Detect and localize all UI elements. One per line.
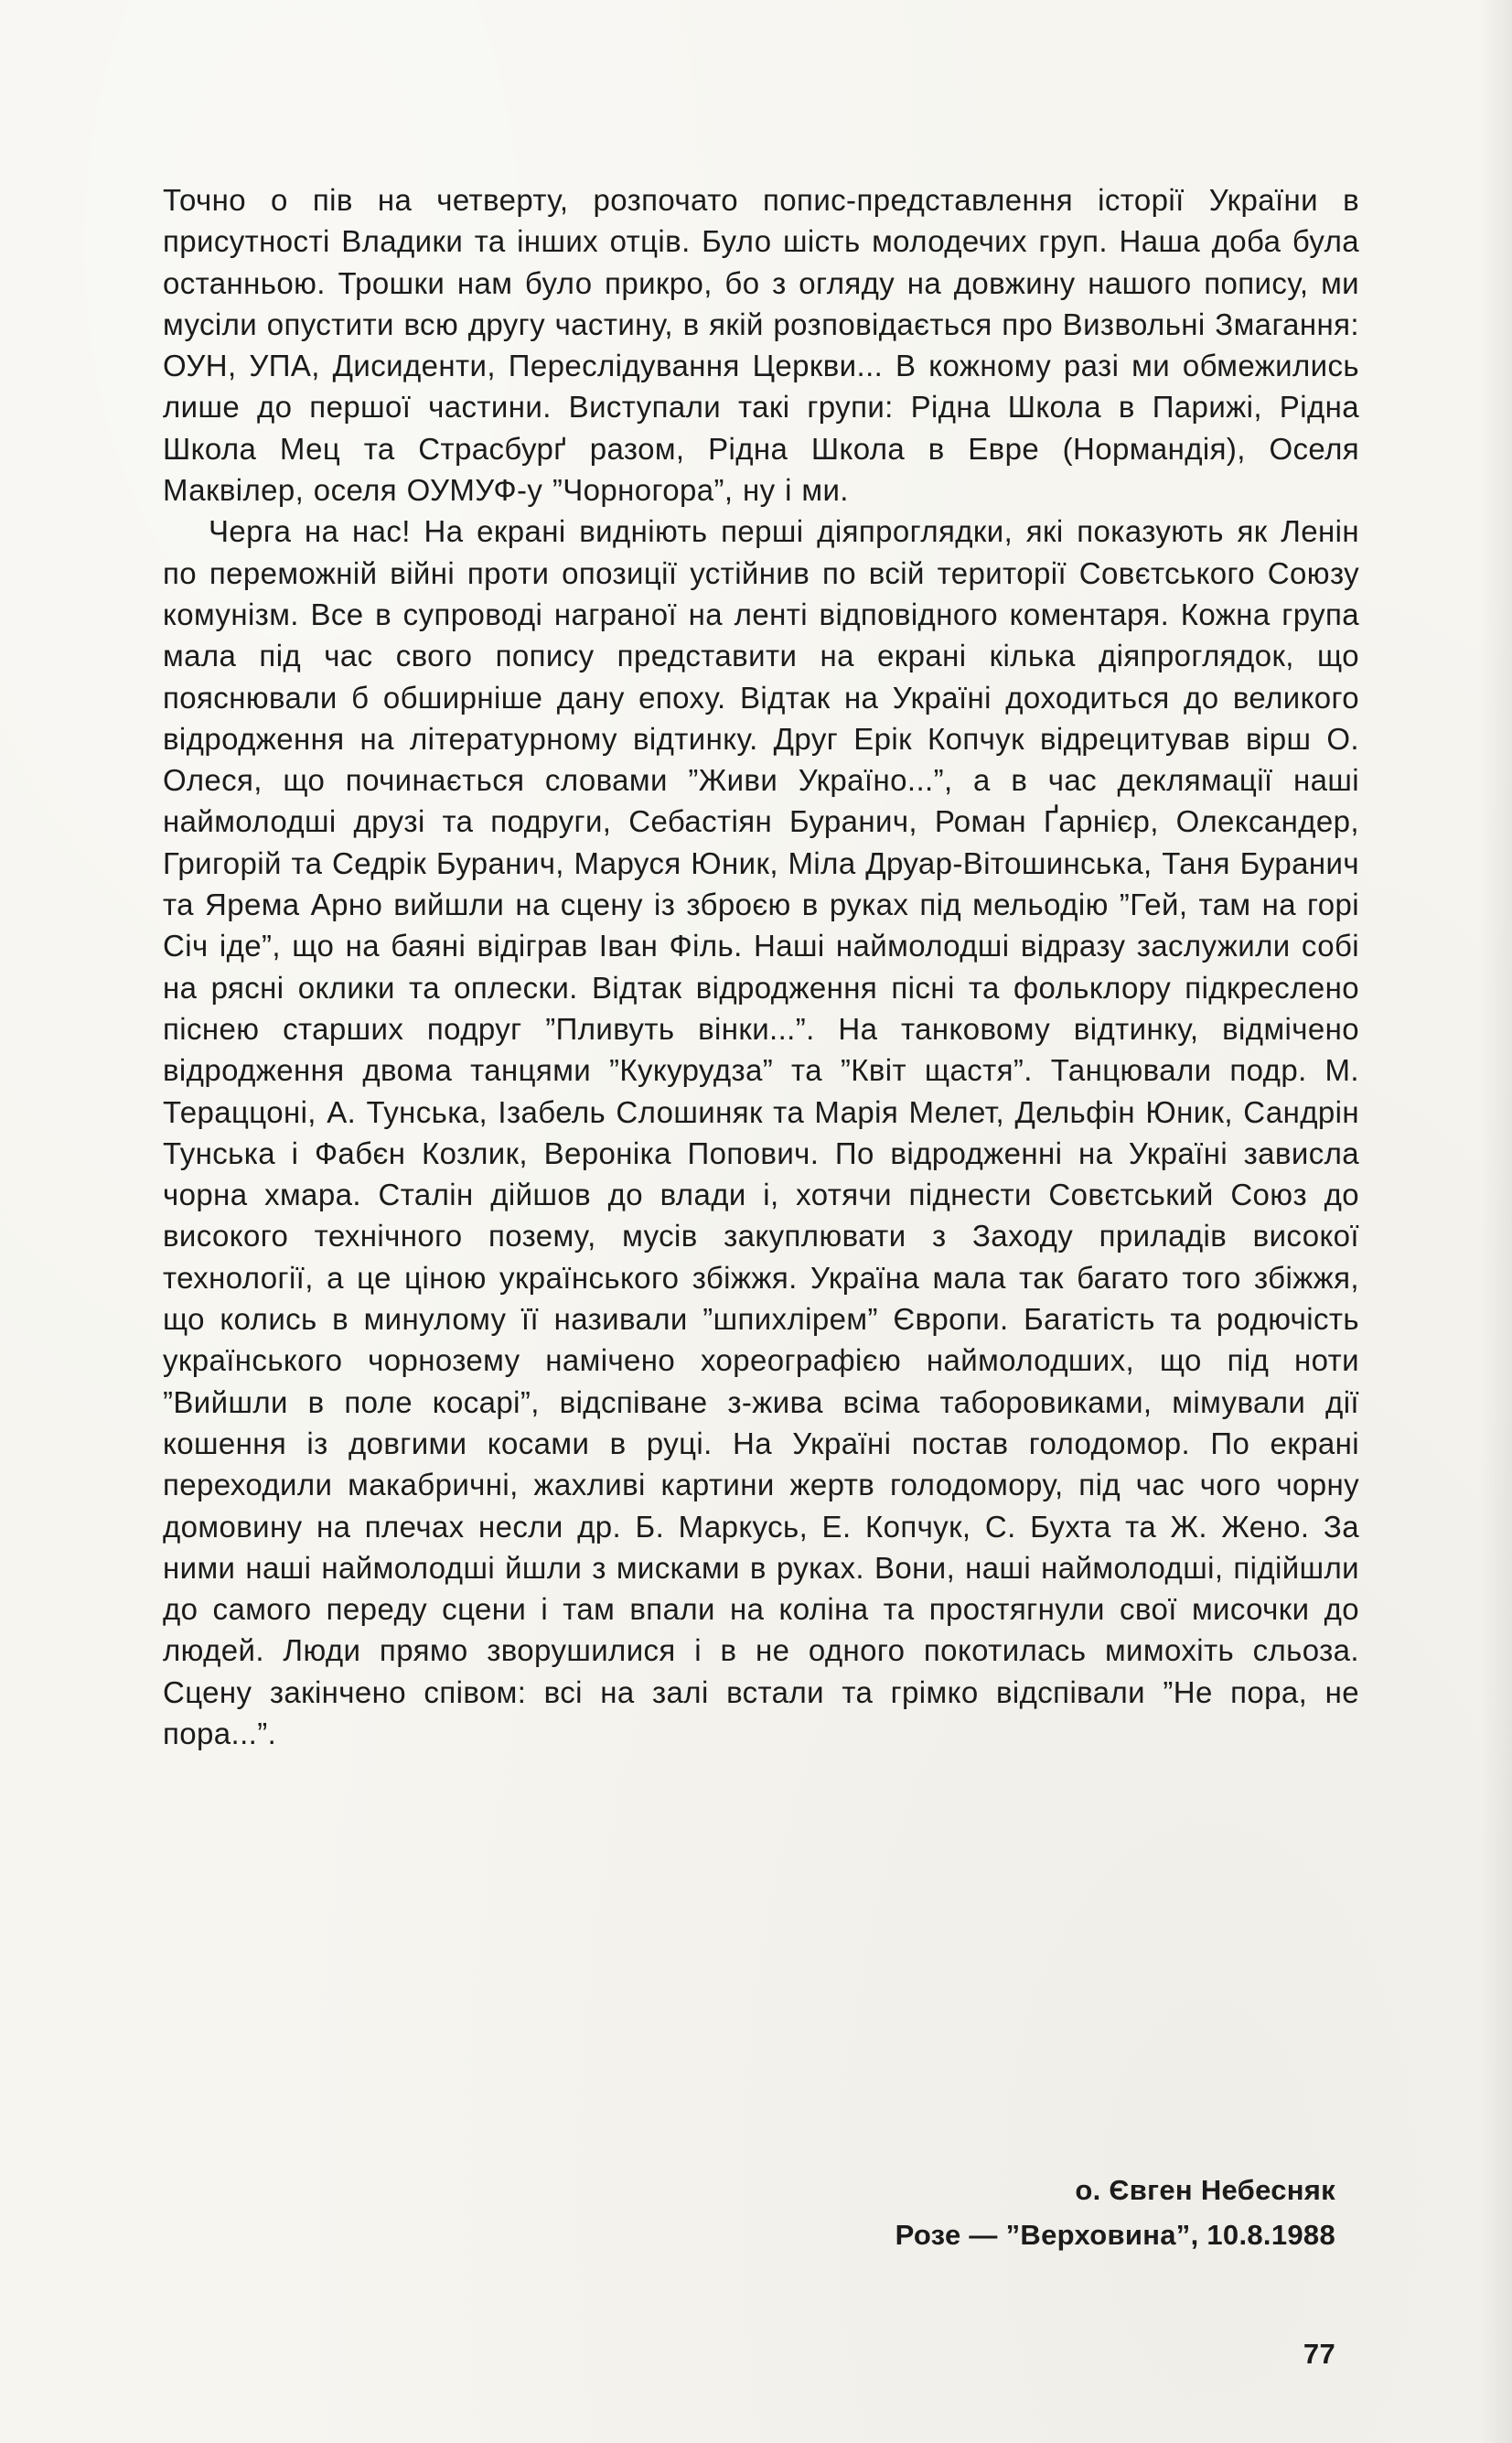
- paragraph-2: Черга на нас! На екрані видніють перші діяпроглядки, які показують як Ленін по переможній війні проти опозиції устійнив по всій території Совєтського Союзу комунізм. Все в супроводі награної на ленті відповідного коментаря. Кожна група мала під час свого попису представити на екрані кілька діяпроглядок, що пояснювали б обширніше дану епоху. Відтак на Україні доходиться до великого відродження на літературному відтинку. Друг Ерік Копчук відрецитував вірш О. Олеся, що починається словами ”Живи Україно...”, а в час деклямації наші наймолодші друзі та подруги, Себастіян Буранич, Роман Ґарнієр, Олександер, Григорій та Седрік Буранич, Маруся Юник, Міла Друар-Вітошинська, Таня Буранич та Ярема Арно вийшли на сцену із зброєю в руках під мельодію ”Гей, там на горі Січ іде”, що на баяні відіграв Іван Філь. Наші наймолодші відразу заслужили собі на рясні оклики та оплески. Відтак відродження пісні та фольклору підкреслено піснею старших подруг ”Пливуть вінки...”. На танковому відтинку, відмічено відродження двома танцями ”Кукурудза” та ”Квіт щастя”. Танцювали подр. М. Тераццоні, А. Тунська, Ізабель Слошиняк та Марія Мелет, Дельфін Юник, Сандрін Тунська і Фабєн Козлик, Вероніка Попович. По відродженні на Україні зависла чорна хмара. Сталін дійшов до влади і, хотячи піднести Совєтський Союз до високого технічного поземy, мусів закуплювати з Заходу приладів високої технології, а це ціною українського збіжжя. Україна мала так багато того збіжжя, що колись в минулому її називали ”шпихлірем” Європи. Багатість та родючість українського чорнозему намічено хореографією наймолодших, що під ноти ”Вийшли в поле косарі”, відспіване з-жива всіма таборовиками, мімували дії кошення із довгими косами в руці. На Україні постав голодомор. По екрані переходили макабричні, жахливі картини жертв голодомору, під час чого чорну домовину на плечах несли др. Б. Маркусь, Е. Копчук, С. Бухта та Ж. Жено. За ними наші наймолодші йшли з мисками в руках. Вони, наші наймолодші, підійшли до самого переду сцени і там впали на коліна та простягнули свої мисочки до людей. Люди прямо зворушилися і в не одного покотилась мимохіть сльоза. Сцену закінчено співом: всі на залі встали та грімко відспівали ”Не пора, не пора...”.: [163, 514, 1359, 1750]
- source-line: Розе — ”Верховина”, 10.8.1988: [895, 2219, 1335, 2251]
- paragraph-1: Точно о пів на четверту, розпочато попис-представлення історії України в присутності Владики та інших отців. Було шість молодечих груп. Наша доба була останньою. Трошки нам було прикро, бо з огляду на довжину нашого попису, ми мусіли опустити всю другу частину, в якій розповідається про Визвольні Змагання: ОУН, УПА, Дисиденти, Переслідування Церкви... В кожному разі ми обмежились лише до першої частини. Виступали такі групи: Рідна Школа в Парижі, Рідна Школа Мец та Страсбурґ разом, Рідна Школа в Еврe (Нормандія), Оселя Маквілер, оселя ОУМУФ-у ”Чорногора”, ну і ми.: [163, 183, 1359, 508]
- author-name: о. Євген Небесняк: [1075, 2174, 1335, 2206]
- page-number: 77: [1303, 2338, 1335, 2370]
- article-body: [163, 179, 1359, 1754]
- page-edge-shadow: [1479, 0, 1512, 2443]
- signature-block: [895, 2168, 1335, 2257]
